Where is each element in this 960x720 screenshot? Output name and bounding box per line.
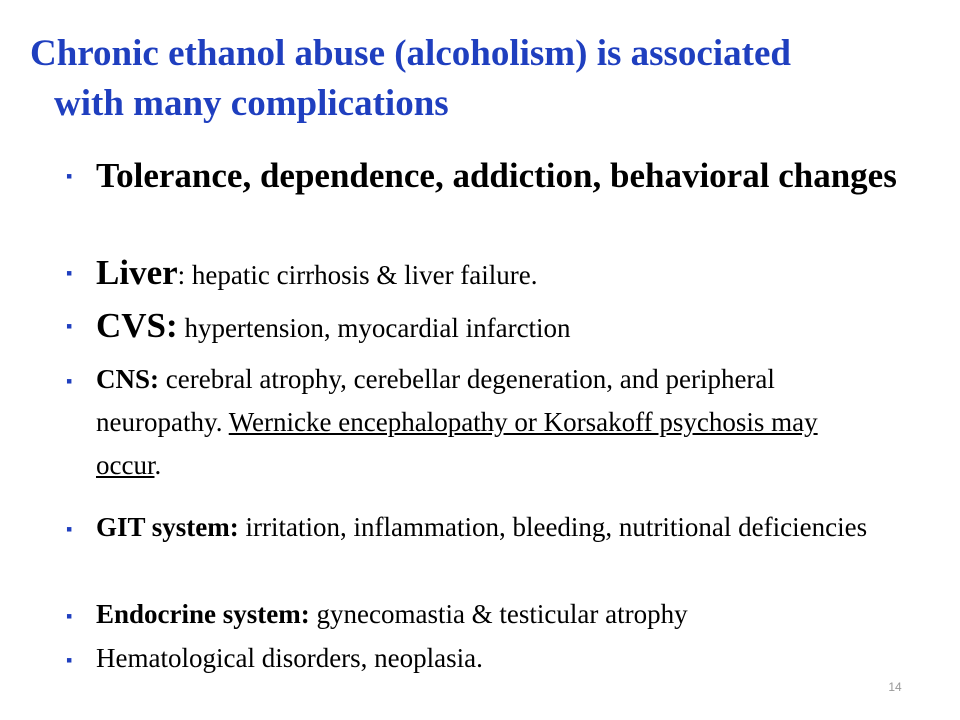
bullet-liver-detail: : hepatic cirrhosis & liver failure.	[177, 260, 538, 290]
bullet-square-icon: ▪	[66, 166, 73, 186]
bullet-cvs	[66, 304, 926, 348]
bullet-cns-term: CNS:	[96, 364, 160, 394]
bullet-git	[66, 506, 886, 549]
bullet-square-icon: ▪	[66, 606, 73, 626]
bullet-cns-detail: cerebral atrophy, cerebellar degeneration, and peripheral neuropathy.	[96, 364, 775, 437]
bullet-square-icon: ▪	[66, 650, 73, 670]
bullet-square-icon: ▪	[66, 519, 73, 539]
bullet-tolerance	[66, 154, 926, 198]
bullet-square-icon: ▪	[66, 263, 73, 283]
bullet-cvs-detail: hypertension, myocardial infarction	[177, 313, 571, 343]
slide-title-line-2: with many complications	[54, 83, 449, 124]
bullet-tolerance-text: Tolerance, dependence, addiction, behavioral changes	[96, 156, 897, 195]
bullet-liver	[66, 251, 926, 295]
page-number: 14	[888, 680, 902, 694]
bullet-endocrine-term: Endocrine system:	[96, 599, 310, 629]
bullet-liver-term: Liver	[96, 253, 178, 292]
bullet-cvs-term: CVS:	[96, 306, 178, 345]
bullet-hematological	[66, 637, 926, 680]
bullet-cns-end: .	[154, 450, 162, 480]
bullet-hematological-text: Hematological disorders, neoplasia.	[96, 643, 483, 673]
bullet-square-icon: ▪	[66, 371, 73, 391]
bullet-git-detail: irritation, inflammation, bleeding, nutritional deficiencies	[238, 512, 868, 542]
bullet-git-term: GIT system:	[96, 512, 239, 542]
bullet-endocrine-detail: gynecomastia & testicular atrophy	[309, 599, 688, 629]
bullet-endocrine	[66, 593, 926, 636]
bullet-square-icon: ▪	[66, 316, 73, 336]
bullet-cns	[66, 358, 886, 487]
bullet-cns-underlined-text: Wernicke encephalopathy or Korsakoff psychosis may occur	[96, 407, 818, 480]
slide-title-line-1: Chronic ethanol abuse (alcoholism) is associated	[30, 33, 791, 74]
